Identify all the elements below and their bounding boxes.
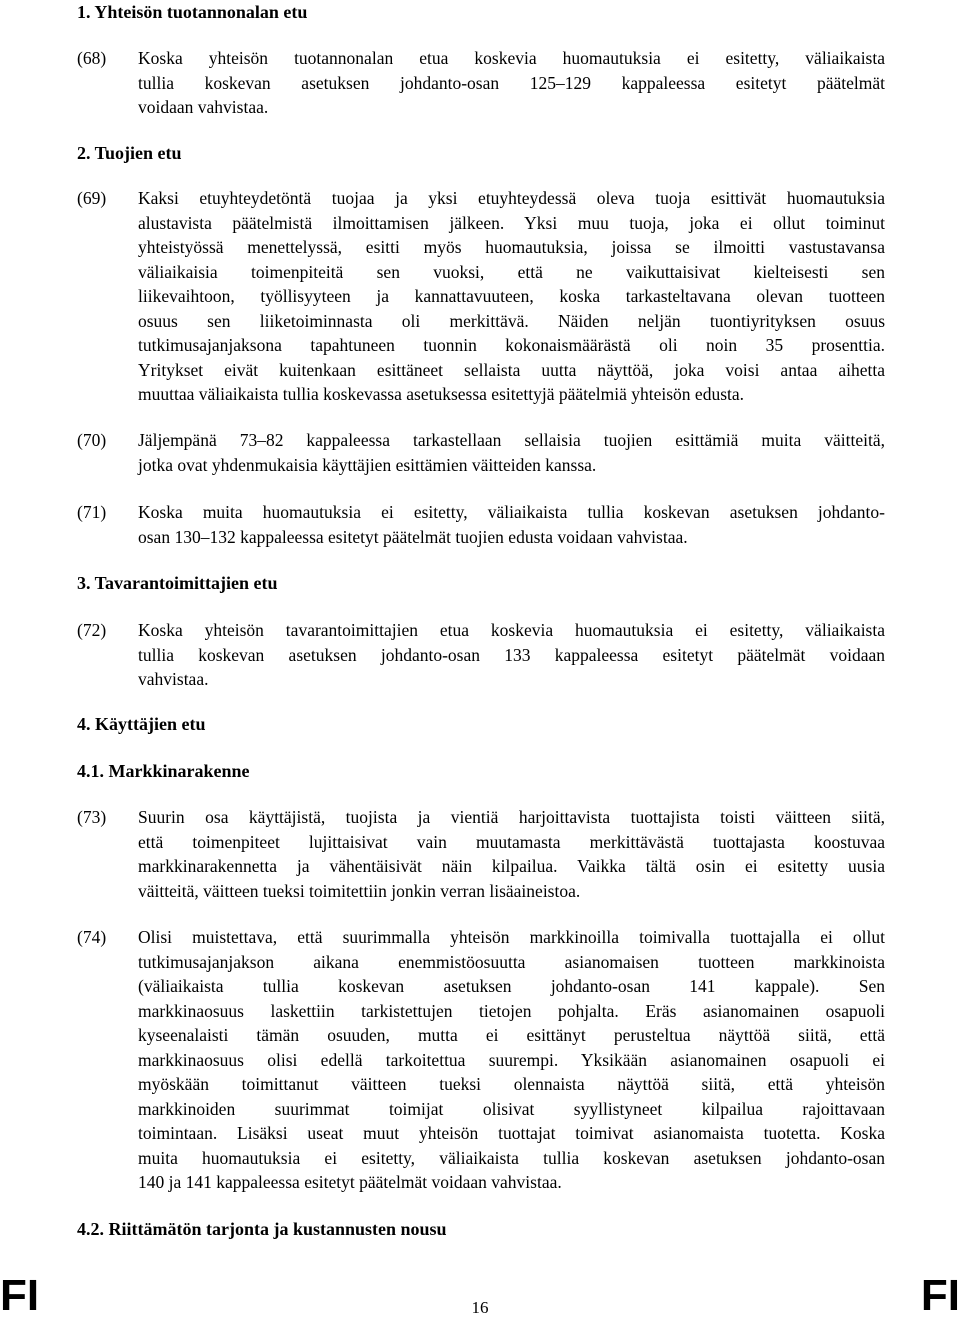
paragraph-number: (72) bbox=[77, 620, 107, 640]
text-line: Koska yhteisön tavarantoimittajien etua koskevia huomautuksia ei esitetty, väliaikaista bbox=[138, 620, 885, 640]
paragraph-text bbox=[138, 428, 885, 477]
paragraph-number: (70) bbox=[77, 430, 107, 450]
text-line: muita huomautuksia ei esitetty, väliaikaista tullia koskevan asetuksen johdanto-osan bbox=[138, 1147, 885, 1168]
text-line: tutkimusajanjaksona tapahtuneen tuonnin kokonaismäärästä oli noin 35 prosenttia. bbox=[138, 335, 885, 355]
text-line: voidaan vahvistaa. bbox=[138, 97, 269, 117]
text-line: tullia koskevan asetuksen johdanto-osan 133 kappaleessa esitetyt päätelmät voidaan bbox=[138, 644, 885, 665]
text-line: väliaikaisia toimenpiteitä sen vuoksi, että ne vaikuttaisivat kielteisesti sen bbox=[138, 261, 885, 282]
text-line: Yritykset eivät kuitenkaan esittäneet sellaista uutta näyttöä, joka voisi antaa aihetta bbox=[138, 359, 885, 380]
text-line: osan 130–132 kappaleessa esitetyt päätelmät tuojien edusta voidaan vahvistaa. bbox=[138, 526, 688, 547]
text-line: 140 ja 141 kappaleessa esitetyt päätelmät voidaan vahvistaa. bbox=[138, 1172, 562, 1192]
text-line: Koska muita huomautuksia ei esitetty, väliaikaista tullia koskevan asetuksen johdanto- bbox=[138, 502, 885, 522]
text-line: Kaksi etuyhteydetöntä tuojaa ja yksi etuyhteydessä oleva tuoja esittivät huomautuksia bbox=[138, 188, 885, 208]
paragraph-text bbox=[138, 46, 885, 120]
text-line: Jäljempänä 73–82 kappaleessa tarkastellaan sellaisia tuojien esittämiä muita väitteitä, bbox=[138, 430, 885, 450]
text-line: Suurin osa käyttäjistä, tuojista ja vientiä harjoittavista tuottajista toisti väitteen siitä, bbox=[138, 807, 885, 827]
section-heading-4-1: 4.1. Markkinarakenne bbox=[77, 761, 250, 781]
paragraph-number: (69) bbox=[77, 188, 107, 208]
paragraph-number: (74) bbox=[77, 927, 107, 947]
section-heading-3: 3. Tavarantoimittajien etu bbox=[77, 573, 278, 593]
text-line: Olisi muistettava, että suurimmalla yhteisön markkinoilla toimivalla tuottajalla ei ollut bbox=[138, 927, 885, 947]
text-line: toimintaan. Lisäksi useat muut yhteisön tuottajat toimivat asianomaista tuotetta. Koska bbox=[138, 1123, 885, 1143]
text-line: markkinoiden suurimmat toimijat olisivat syyllistyneet kilpailua rajoittavaan bbox=[138, 1098, 885, 1119]
paragraph-number: (68) bbox=[77, 48, 107, 68]
text-line: liikevaihtoon, työllisyyteen ja kannattavuuteen, koska tarkasteltavana olevan tuotteen bbox=[138, 286, 885, 306]
paragraph-text bbox=[138, 618, 885, 692]
footer-language-left: FI bbox=[0, 1271, 40, 1320]
text-line: väitteitä, väitteen tueksi toimitettiin jonkin verran lisäaineistoa. bbox=[138, 880, 581, 901]
text-line: tullia koskevan asetuksen johdanto-osan 125–129 kappaleessa esitetyt päätelmät bbox=[138, 72, 885, 93]
paragraph-text bbox=[138, 925, 885, 1195]
text-line: Koska yhteisön tuotannonalan etua koskevia huomautuksia ei esitetty, väliaikaista bbox=[138, 48, 885, 68]
paragraph-number: (73) bbox=[77, 807, 107, 827]
footer-language-right: FI bbox=[920, 1271, 960, 1320]
paragraph-text bbox=[138, 500, 885, 549]
section-heading-4: 4. Käyttäjien etu bbox=[77, 714, 206, 734]
text-line: alustavista päätelmistä ilmoittamisen jälkeen. Yksi muu tuoja, joka ei ollut toiminut bbox=[138, 212, 885, 233]
section-heading-1: 1. Yhteisön tuotannonalan etu bbox=[77, 2, 308, 22]
text-line: markkinaosuus olisi edellä tarkoitettua suurempi. Yksikään asianomainen osapuoli ei bbox=[138, 1049, 885, 1070]
text-line: vahvistaa. bbox=[138, 669, 209, 689]
paragraph-text bbox=[138, 805, 885, 903]
text-line: markkinaosuus laskettiin tarkistettujen tietojen pohjalta. Eräs asianomainen osapuoli bbox=[138, 1000, 885, 1021]
paragraph-number: (71) bbox=[77, 502, 107, 522]
section-heading-4-2: 4.2. Riittämätön tarjonta ja kustannusten nousu bbox=[77, 1219, 447, 1239]
paragraph-text bbox=[138, 186, 885, 407]
text-line: (väliaikaista tullia koskevan asetuksen johdanto-osan 141 kappale). Sen bbox=[138, 976, 885, 996]
text-line: jotka ovat yhdenmukaisia käyttäjien esittämien väitteiden kanssa. bbox=[138, 454, 597, 475]
text-line: tutkimusajanjakson aikana enemmistöosuutta asianomaisen tuotteen markkinoista bbox=[138, 951, 885, 972]
text-line: että toimenpiteet lujittaisivat vain muutamasta merkittävästä tuottajasta koostuvaa bbox=[138, 831, 885, 852]
text-line: markkinarakennetta ja vähentäisivät näin kilpailua. Vaikka tältä osin ei esitetty uusia bbox=[138, 856, 885, 876]
section-heading-2: 2. Tuojien etu bbox=[77, 143, 182, 163]
text-line: osuus sen liiketoiminnasta oli merkittävä. Näiden neljän tuontiyrityksen osuus bbox=[138, 310, 885, 331]
text-line: kyseenalaisti tämän osuuden, mutta ei esittänyt perusteltua näyttöä siitä, että bbox=[138, 1025, 885, 1045]
text-line: muuttaa väliaikaista tullia koskevassa asetuksessa esitettyjä päätelmiä yhteisön edusta. bbox=[138, 384, 745, 404]
text-line: myöskään toimittanut väitteen tueksi olennaista näyttöä siitä, että yhteisön bbox=[138, 1074, 885, 1094]
text-line: yhteistyössä menettelyssä, esitti myös huomautuksia, joissa se ilmoitti vastustavansa bbox=[138, 237, 885, 257]
page-number: 16 bbox=[471, 1298, 489, 1317]
